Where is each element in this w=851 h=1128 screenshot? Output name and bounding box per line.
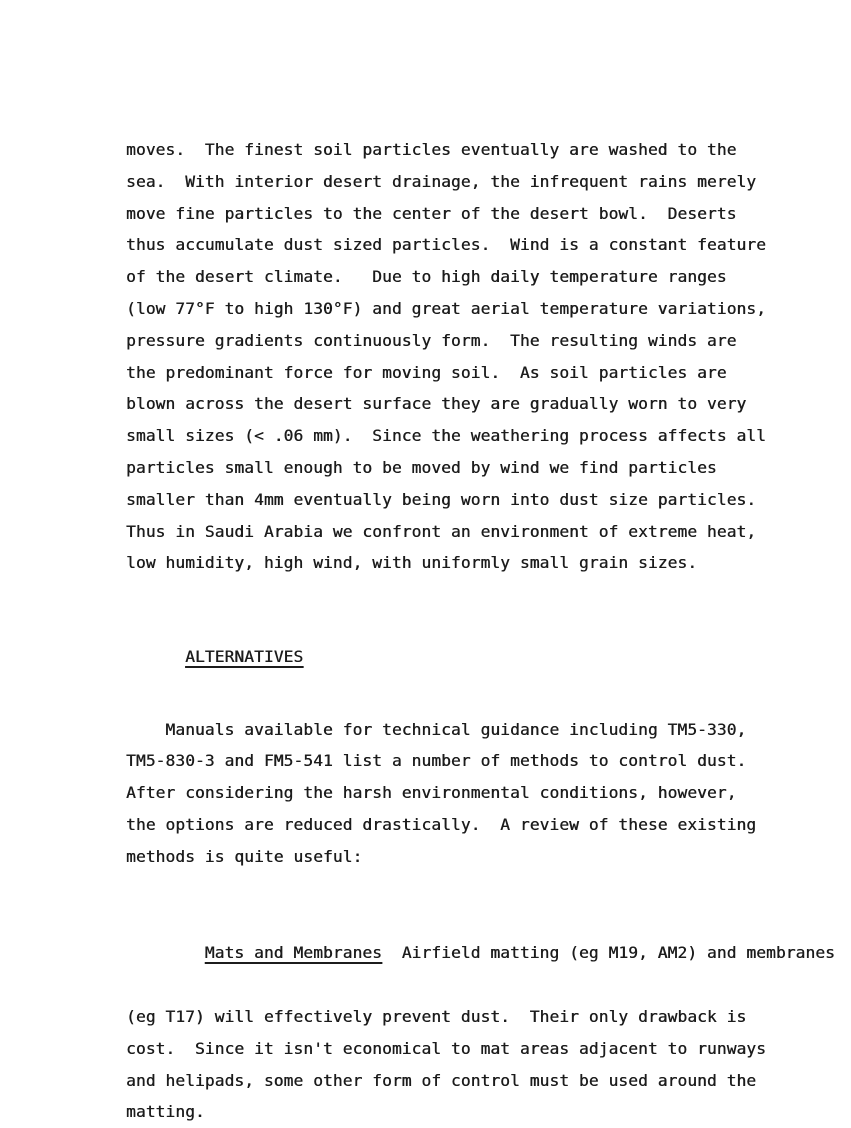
text-line: blown across the desert surface they are gradually worn to very [126,394,747,414]
text-line: (eg T17) will effectively prevent dust. Their only drawback is [126,1006,747,1026]
section-heading-alternatives-label: ALTERNATIVES [185,646,304,666]
text-line: pressure gradients continuously form. The resulting winds are [126,330,737,350]
text-line: moves. The finest soil particles eventually are washed to the [126,140,737,159]
text-line: of the desert climate. Due to high daily temperature ranges [126,267,727,287]
mats-first-line-rest: Airfield matting (eg M19, AM2) and membranes [382,943,835,963]
text-line: sea. With interior desert drainage, the infrequent rains merely [126,171,757,191]
text-line: After considering the harsh environmental conditions, however, [126,783,737,803]
section-heading-alternatives [126,609,786,704]
text-line: (low 77°F to high 130°F) and great aerial temperature variations, [126,298,766,318]
text-line: Manuals available for technical guidance including TM5-330, [126,719,747,739]
text-line: smaller than 4mm eventually being worn into dust size particles. [126,489,757,509]
text-line: thus accumulate dust sized particles. Wind is a constant feature [126,235,766,255]
paragraph-environment [126,134,786,579]
section-heading-mats-label: Mats and Membranes [204,943,382,963]
paragraph-alternatives [126,714,786,873]
text-line [126,906,835,1001]
text-line: TM5-830-3 and FM5-541 list a number of methods to control dust. [126,751,747,771]
text-line: and helipads, some other form of control must be used around the [126,1070,757,1090]
text-line: particles small enough to be moved by wind we find particles [126,457,717,477]
text-line: matting. [126,1102,205,1122]
text-line: the options are reduced drastically. A review of these existing [126,814,757,834]
text-line: small sizes (< .06 mm). Since the weathering process affects all [126,426,766,446]
text-line: the predominant force for moving soil. As soil particles are [126,362,727,382]
text-line: methods is quite useful: [126,846,363,866]
text-line: Thus in Saudi Arabia we confront an environment of extreme heat, [126,521,757,541]
text-line: low humidity, high wind, with uniformly small grain sizes. [126,553,698,573]
text-block [126,134,835,1128]
paragraph-mats-and-membranes [126,906,835,1128]
text-line: move fine particles to the center of the desert bowl. Deserts [126,203,737,223]
text-line: cost. Since it isn't economical to mat areas adjacent to runways [126,1038,766,1058]
